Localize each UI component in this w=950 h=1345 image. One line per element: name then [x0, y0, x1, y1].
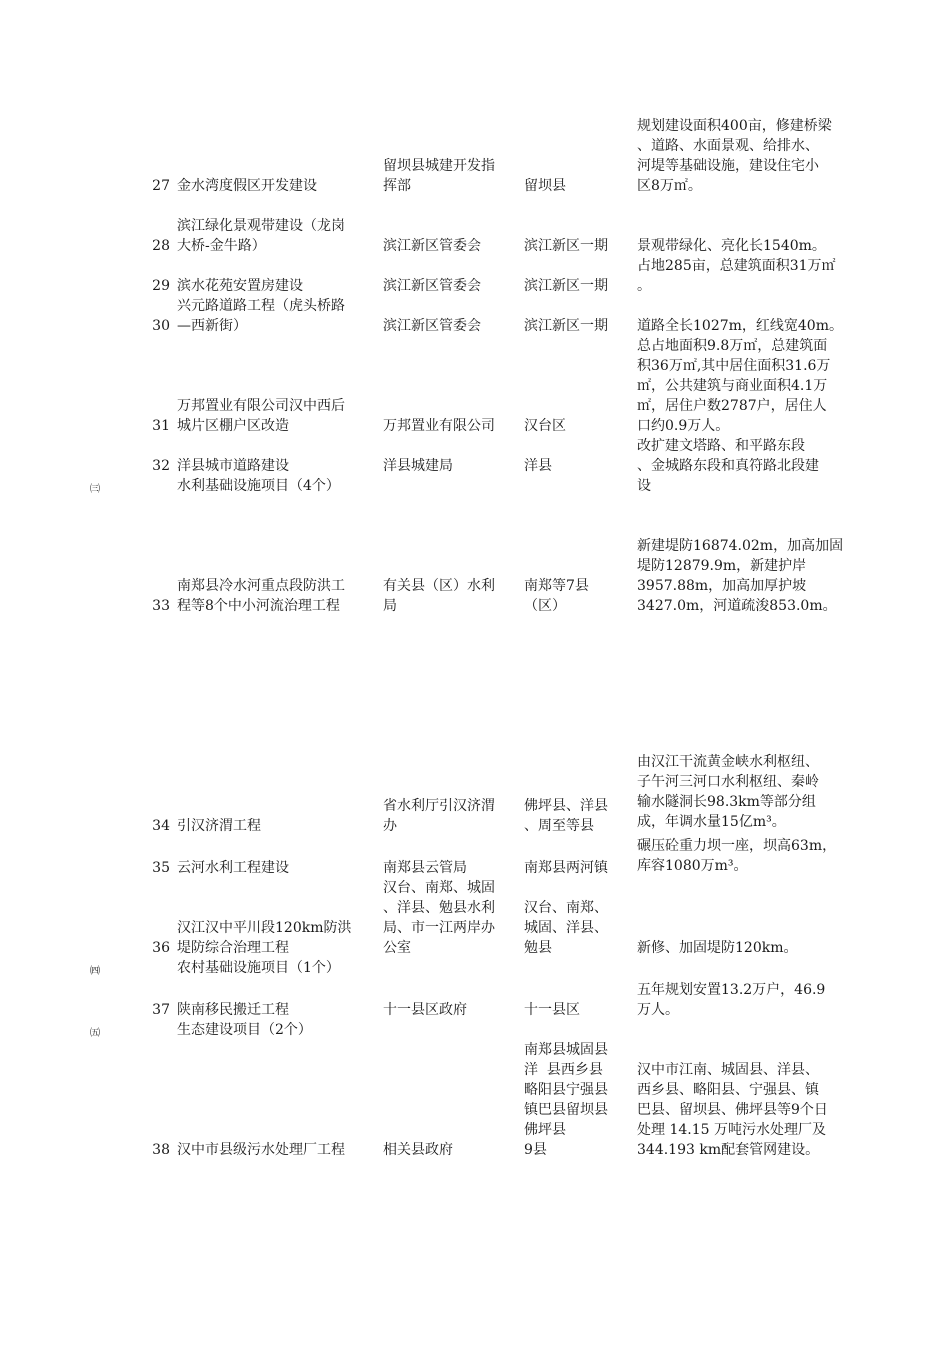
- cell-owner: 万邦置业有限公司: [383, 418, 495, 434]
- cell-desc: 区8万㎡。: [637, 178, 702, 194]
- cell-loc: 佛坪县: [524, 1122, 566, 1138]
- cell-desc: 河堤等基础设施，建设住宅小: [637, 158, 819, 174]
- row-number: 31: [152, 418, 170, 434]
- cell-owner: 办: [383, 818, 397, 834]
- section-number: ㈤: [90, 1028, 100, 1039]
- cell-name: 洋县城市道路建设: [177, 458, 289, 474]
- cell-owner: 相关县政府: [383, 1142, 453, 1158]
- row-number: 33: [152, 598, 170, 614]
- cell-owner: 公室: [383, 940, 411, 956]
- cell-owner: 南郑县云管局: [383, 860, 467, 876]
- cell-loc: （区）: [524, 598, 566, 614]
- cell-desc: 设: [637, 478, 651, 494]
- row-number: 28: [152, 238, 170, 254]
- cell-desc: 3957.88m，加高加厚护坡: [637, 578, 807, 594]
- cell-loc: 汉台、南郑、: [524, 900, 608, 916]
- cell-desc: 344.193 km配套管网建设。: [637, 1142, 820, 1158]
- cell-name: 城片区棚户区改造: [177, 418, 289, 434]
- row-number: 32: [152, 458, 170, 474]
- cell-name: 金水湾度假区开发建设: [177, 178, 317, 194]
- cell-name: 程等8个中小河流治理工程: [177, 598, 340, 614]
- cell-owner: 十一县区政府: [383, 1002, 467, 1018]
- cell-desc: ㎡，公共建筑与商业面积4.1万: [637, 378, 828, 394]
- cell-loc: 略阳县宁强县: [524, 1082, 608, 1098]
- cell-loc: 滨江新区一期: [524, 318, 608, 334]
- cell-name: 引汉济渭工程: [177, 818, 261, 834]
- cell-name: —西新街）: [177, 318, 247, 334]
- cell-name: 堤防综合治理工程: [177, 940, 289, 956]
- section-number: ㈣: [90, 966, 100, 977]
- cell-desc: 新修、加固堤防120km。: [637, 940, 798, 956]
- section-title: 水利基础设施项目（4个）: [177, 478, 340, 494]
- row-number: 35: [152, 860, 170, 876]
- row-number: 36: [152, 940, 170, 956]
- cell-loc: 滨江新区一期: [524, 238, 608, 254]
- cell-loc: 洋县: [524, 458, 552, 474]
- cell-desc: 。: [637, 278, 651, 294]
- cell-owner: 汉台、南郑、城固: [383, 880, 495, 896]
- row-number: 27: [152, 178, 170, 194]
- cell-desc: 成，年调水量15亿m³。: [637, 814, 786, 830]
- cell-owner: 滨江新区管委会: [383, 278, 481, 294]
- cell-owner: 滨江新区管委会: [383, 238, 481, 254]
- cell-loc: 佛坪县、洋县: [524, 798, 608, 814]
- cell-loc: 、周至等县: [524, 818, 594, 834]
- cell-loc: 南郑县城固县: [524, 1042, 608, 1058]
- cell-name: 汉中市县级污水处理厂工程: [177, 1142, 345, 1158]
- cell-desc: 处理 14.15 万吨污水处理厂及: [637, 1122, 826, 1138]
- cell-name: 滨江绿化景观带建设（龙岗: [177, 218, 345, 234]
- cell-loc: 南郑等7县: [524, 578, 589, 594]
- cell-loc: 城固、洋县、: [524, 920, 608, 936]
- cell-desc: 汉中市江南、城固县、洋县、: [637, 1062, 819, 1078]
- cell-desc: 万人。: [637, 1002, 679, 1018]
- section-title: 生态建设项目（2个）: [177, 1022, 312, 1038]
- row-number: 34: [152, 818, 170, 834]
- cell-desc: 口约0.9万人。: [637, 418, 730, 434]
- cell-owner: 省水利厅引汉济渭: [383, 798, 495, 814]
- cell-desc: 规划建设面积400亩，修建桥梁: [637, 118, 832, 134]
- cell-name: 万邦置业有限公司汉中西后: [177, 398, 345, 414]
- cell-loc: 汉台区: [524, 418, 566, 434]
- row-number: 37: [152, 1002, 170, 1018]
- cell-name: 兴元路道路工程（虎头桥路: [177, 298, 345, 314]
- cell-owner: 局、市一江两岸办: [383, 920, 495, 936]
- cell-name: 大桥-金牛路）: [177, 238, 266, 254]
- cell-owner: 留坝县城建开发指: [383, 158, 495, 174]
- cell-loc: 南郑县两河镇: [524, 860, 608, 876]
- cell-desc: 碾压砼重力坝一座，坝高63m，: [637, 838, 837, 854]
- cell-name: 云河水利工程建设: [177, 860, 289, 876]
- cell-desc: 、金城路东段和真符路北段建: [637, 458, 819, 474]
- row-number: 29: [152, 278, 170, 294]
- cell-owner: 滨江新区管委会: [383, 318, 481, 334]
- cell-loc: 9县: [524, 1142, 547, 1158]
- cell-name: 南郑县冷水河重点段防洪工: [177, 578, 345, 594]
- cell-desc: 由汉江干流黄金峡水利枢纽、: [637, 754, 819, 770]
- cell-loc: 滨江新区一期: [524, 278, 608, 294]
- cell-desc: 西乡县、略阳县、宁强县、镇: [637, 1082, 819, 1098]
- cell-desc: 总占地面积9.8万㎡，总建筑面: [637, 338, 828, 354]
- cell-desc: 巴县、留坝县、佛坪县等9个日: [637, 1102, 828, 1118]
- cell-owner: 有关县（区）水利: [383, 578, 495, 594]
- cell-desc: 积36万㎡,其中居住面积31.6万: [637, 358, 831, 374]
- cell-loc: 勉县: [524, 940, 552, 956]
- cell-desc: 子午河三河口水利枢纽、秦岭: [637, 774, 819, 790]
- cell-desc: 占地285亩，总建筑面积31万㎡: [637, 258, 836, 274]
- cell-name: 汉江汉中平川段120km防洪: [177, 920, 352, 936]
- cell-desc: ㎡，居住户数2787户，居住人: [637, 398, 827, 414]
- cell-desc: 、道路、水面景观、给排水、: [637, 138, 819, 154]
- cell-desc: 改扩建文塔路、和平路东段: [637, 438, 805, 454]
- section-title: 农村基础设施项目（1个）: [177, 960, 340, 976]
- row-number: 38: [152, 1142, 170, 1158]
- cell-name: 陕南移民搬迁工程: [177, 1002, 289, 1018]
- cell-desc: 五年规划安置13.2万户，46.9: [637, 982, 826, 998]
- cell-loc: 洋 县西乡县: [524, 1062, 603, 1078]
- cell-loc: 镇巴县留坝县: [524, 1102, 608, 1118]
- cell-loc: 留坝县: [524, 178, 566, 194]
- cell-desc: 堤防12879.9m，新建护岸: [637, 558, 807, 574]
- cell-desc: 3427.0m，河道疏浚853.0m。: [637, 598, 837, 614]
- cell-loc: 十一县区: [524, 1002, 580, 1018]
- cell-owner: 挥部: [383, 178, 411, 194]
- section-number: ㈢: [90, 484, 100, 495]
- cell-name: 滨水花苑安置房建设: [177, 278, 303, 294]
- cell-desc: 道路全长1027m，红线宽40m。: [637, 318, 843, 334]
- cell-desc: 库容1080万m³。: [637, 858, 748, 874]
- cell-desc: 景观带绿化、亮化长1540m。: [637, 238, 826, 254]
- cell-desc: 输水隧洞长98.3km等部分组: [637, 794, 816, 810]
- row-number: 30: [152, 318, 170, 334]
- cell-owner: 、洋县、勉县水利: [383, 900, 495, 916]
- cell-owner: 局: [383, 598, 397, 614]
- cell-owner: 洋县城建局: [383, 458, 453, 474]
- cell-desc: 新建堤防16874.02m，加高加固: [637, 538, 844, 554]
